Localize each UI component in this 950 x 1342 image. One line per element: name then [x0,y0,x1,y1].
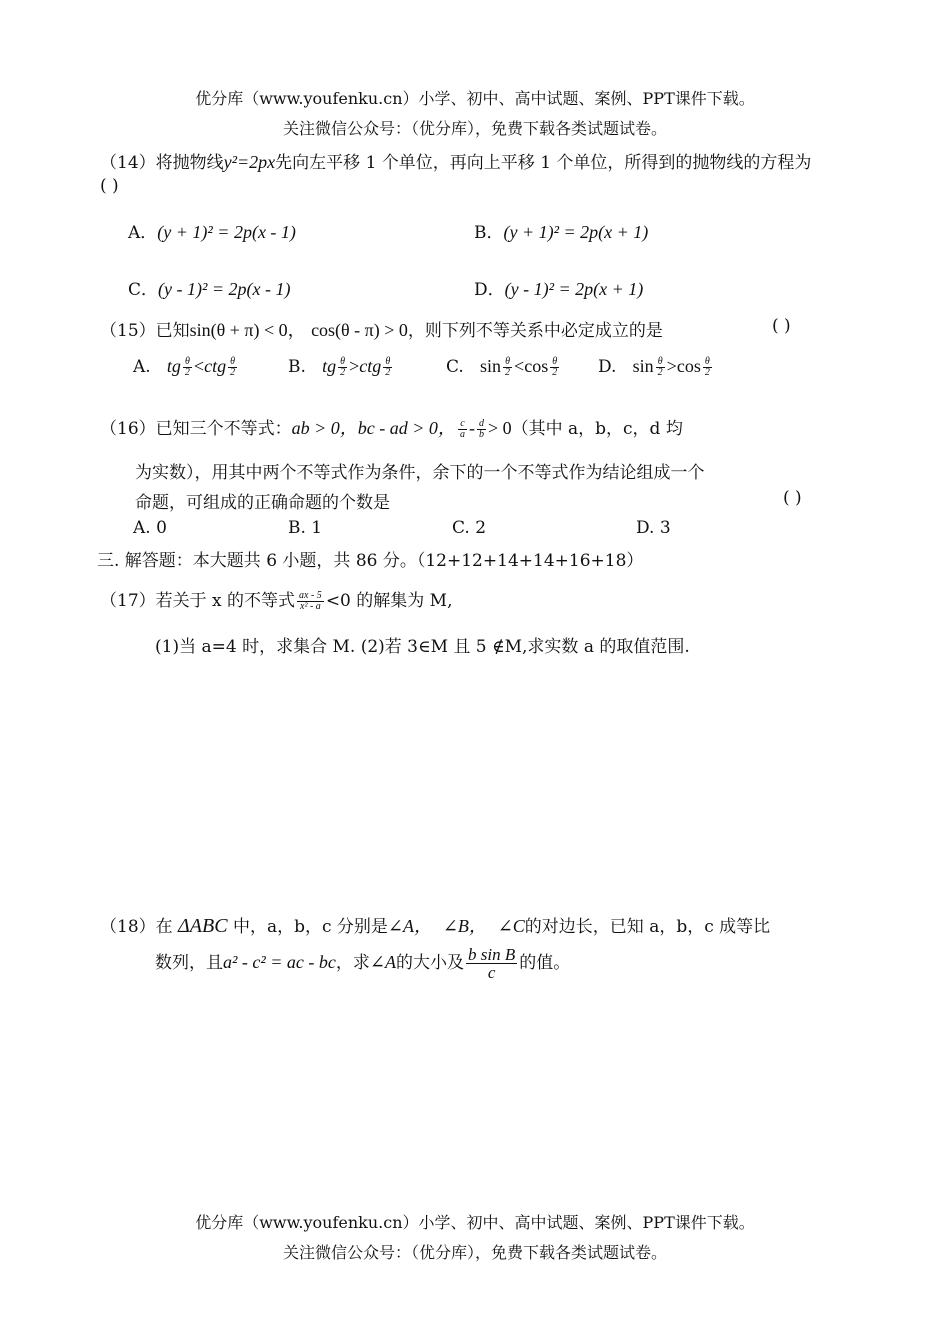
theta-half-fraction [338,357,347,378]
q14-option-c-expr: (y - 1)² = 2p(x - 1) [158,279,291,299]
q14-option-a-expr: (y + 1)² = 2p(x - 1) [157,222,296,242]
theta-half-fraction [228,357,237,378]
q15-option-b-label: B. [288,357,306,377]
q18-stem [100,912,770,938]
q15-option-c [446,356,561,378]
q14-option-c-label: C． [128,280,159,300]
q15-stem [100,316,663,342]
q14-option-d-expr: (y - 1)² = 2p(x + 1) [504,279,644,299]
theta-half-fraction [183,357,192,378]
q15-cond2: cos(θ - π) > 0 [311,320,408,340]
q15-option-c-f1: sin [480,356,502,376]
q16-ineq3-tail: > 0 [487,418,512,438]
q15-option-d-label: D. [598,357,617,377]
q18-angle-a-2: ∠A [369,952,396,972]
frac-num: θ [228,357,237,368]
q16-ineq2: bc - ad > 0， [357,418,456,438]
q16-option-a: A. 0 [133,518,167,538]
frac-den: b [478,429,484,440]
theta-half-fraction [656,357,665,378]
q16-line3: 命题，可组成的正确命题的个数是 [135,493,390,513]
q15-option-a [133,356,239,378]
q14-option-d [474,275,643,300]
q15-option-d-op: > [666,356,677,376]
q15-option-a-f2: ctg [204,356,227,376]
frac-den: 2 [230,367,236,378]
q15-option-b-op: > [349,356,360,376]
q15-option-a-op: < [193,356,205,376]
frac-num: θ [656,357,665,368]
q15-option-c-label: C. [446,357,464,377]
frac-num: θ [338,357,347,368]
q15-option-b [288,356,394,378]
q14-option-c [128,275,291,300]
section-3-heading: 三. 解答题：本大题共 6 小题，共 86 分。（12+12+14+14+16+18） [97,551,644,571]
q18-fraction [466,946,517,981]
q18-part1: 中，a，b，c 分别是 [232,917,388,937]
q17-fraction [297,591,324,612]
q18-angle-a: ∠A， [387,916,432,936]
theta-half-fraction [503,357,512,378]
q16-suffix: （其中 a，b，c，d 均 [511,419,683,439]
frac-num: d [478,418,484,429]
q15-suffix: ，则下列不等关系中必定成立的是 [407,321,663,341]
q14-option-a [128,218,296,243]
frac-den: 2 [184,367,190,378]
q15-paren: ( ) [772,316,791,336]
q15-option-d-f1: sin [632,356,654,376]
theta-half-fraction [383,357,392,378]
c-over-a-fraction [458,419,467,440]
q18-line2d: 的值。 [519,953,571,973]
q16-option-b: B. 1 [288,518,323,538]
frac-den: c [487,963,496,982]
q16-ineq1: ab > 0， [291,418,358,438]
frac-den: 2 [552,367,558,378]
q14-stem [100,148,811,173]
q14-option-b-label: B． [474,223,504,243]
q15-prefix: （15）已知 [100,321,190,341]
frac-num: θ [550,357,559,368]
q18-equation: a² - c² = ac - bc [223,952,336,972]
q16-option-d: D. 3 [636,518,671,538]
frac-den: 2 [505,367,511,378]
q14-prefix: （14）将抛物线 [100,153,224,173]
q16-prefix: （16）已知三个不等式： [100,419,292,439]
q15-cond1: sin(θ + π) < 0， [189,320,306,340]
q18-part2: 的对边长，已知 a，b，c 成等比 [524,917,771,937]
frac-num: θ [183,357,192,368]
frac-den: 2 [657,367,663,378]
q16-option-c: C. 2 [452,518,487,538]
q18-line2a: 数列，且 [155,953,223,973]
frac-num: θ [703,357,712,368]
q14-option-a-label: A． [128,223,158,243]
d-over-b-fraction [477,419,486,440]
q17-prefix: （17）若关于 x 的不等式 [100,591,296,611]
q14-option-b [474,218,648,243]
frac-num: θ [383,357,392,368]
q17-stem [100,586,453,612]
q18-prefix: （18）在 [100,917,173,937]
q15-option-d [598,356,714,378]
footer-line-1: 优分库（www.youfenku.cn）小学、初中、高中试题、案例、PPT课件下载。 [195,1213,755,1232]
q16-stem: （16）已知三个不等式：ab > 0，bc - ad > 0， $\frac{c}{a}$ - $\frac{d}{b}$ > 0（其中 a，b，c，d 均 [100,418,683,440]
q18-line2 [155,946,570,981]
q15-option-c-f2: cos [524,356,549,376]
q18-triangle: ΔABC [178,915,228,937]
frac-num: ax - 5 [299,590,322,601]
q16-paren: ( ) [783,488,802,508]
frac-num: θ [503,357,512,368]
q18-angle-b: ∠B， [442,916,487,936]
header-line-2: 关注微信公众号：（优分库），免费下载各类试题试卷。 [282,119,667,138]
q18-line2b: ，求 [335,953,370,973]
frac-num: b sin B [467,945,516,964]
frac-den: 2 [704,367,710,378]
q14-paren: ( ) [100,176,119,196]
q16-line2: 为实数），用其中两个不等式作为条件，余下的一个不等式作为结论组成一个 [135,463,705,483]
q15-option-b-f1: tg [322,356,337,376]
q18-line2c: 的大小及 [395,953,464,973]
frac-den: a [459,429,465,440]
q17-subquestions: (1)当 a=4 时，求集合 M. (2)若 3∈M 且 5 ∉M,求实数 a 的取值范围. [155,637,690,657]
q15-option-b-f2: ctg [359,356,382,376]
q14-option-d-label: D． [474,280,505,300]
frac-den: x² - a [300,601,321,612]
q15-option-a-label: A. [133,357,151,377]
footer-line-2: 关注微信公众号：（优分库），免费下载各类试题试卷。 [282,1243,667,1262]
q14-equation: y²=2px [223,152,276,172]
q15-option-a-f1: tg [166,356,181,376]
q14-option-b-expr: (y + 1)² = 2p(x + 1) [503,222,649,242]
q18-angle-c: ∠C [497,916,525,936]
theta-half-fraction [550,357,559,378]
q17-suffix: <0 的解集为 M, [325,591,453,611]
q15-option-c-op: < [514,356,525,376]
header-line-1: 优分库（www.youfenku.cn）小学、初中、高中试题、案例、PPT课件下载。 [195,89,755,108]
q15-option-d-f2: cos [676,356,701,376]
frac-num: c [458,419,467,430]
frac-den: 2 [340,367,346,378]
frac-den: 2 [385,367,391,378]
q14-suffix: 先向左平移 1 个单位，再向上平移 1 个单位，所得到的抛物线的方程为 [275,153,812,173]
theta-half-fraction [703,357,712,378]
